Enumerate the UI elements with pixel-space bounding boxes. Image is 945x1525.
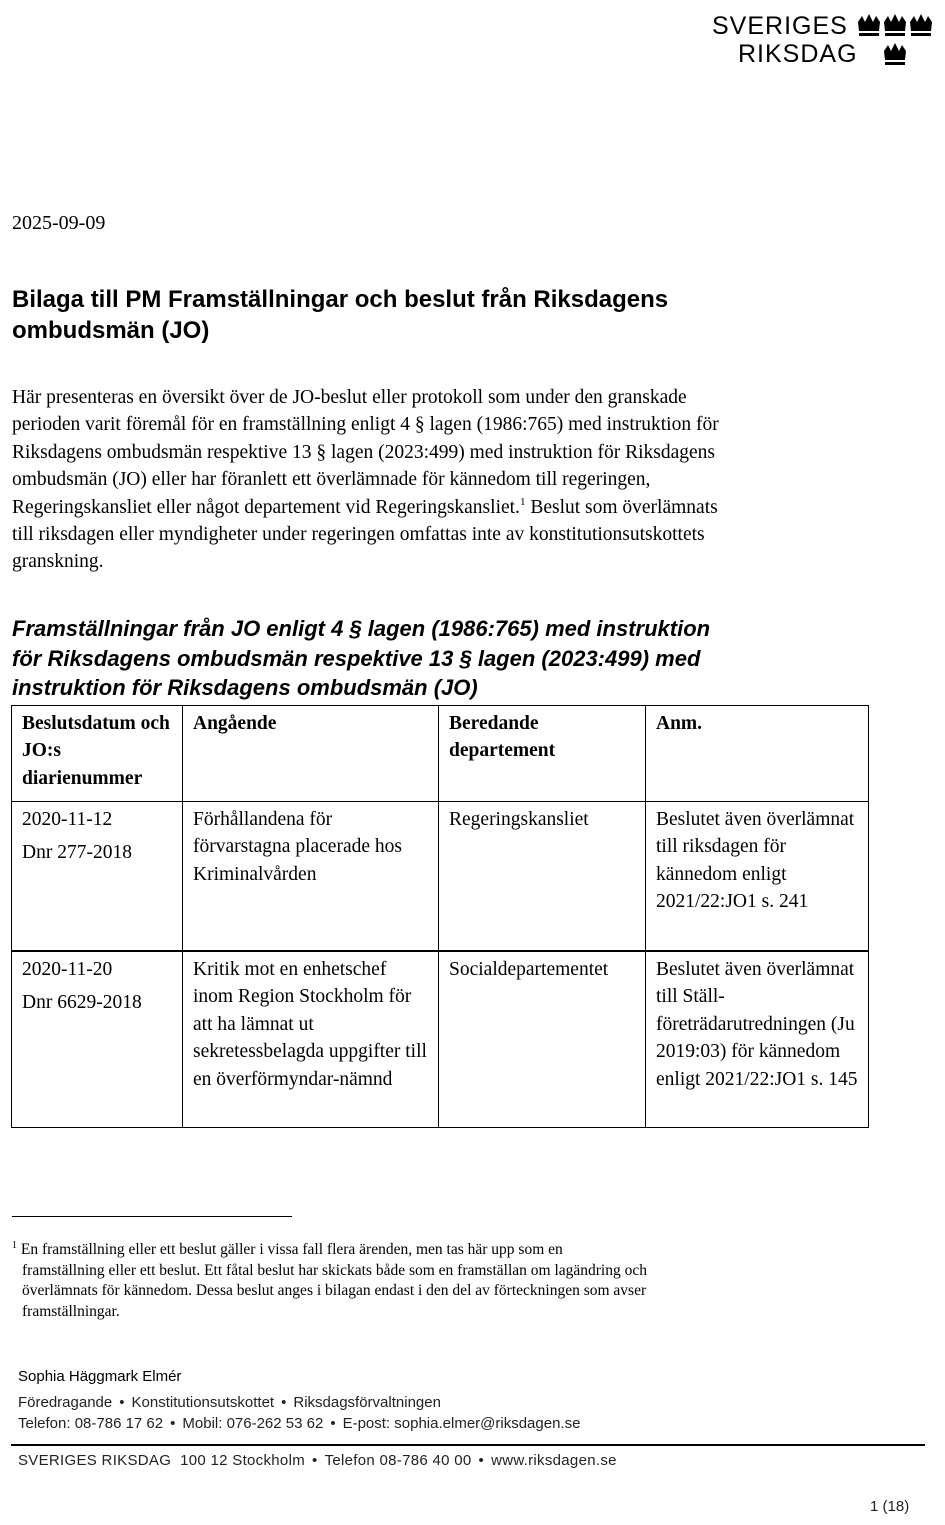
case-number: Dnr 277-2018 <box>22 842 132 864</box>
crowns-icon <box>857 12 933 38</box>
section-heading: Framställningar från JO enligt 4 § lagen (1986:765) med instruktion för Riksdagens ombudsmän respektive 13 § lagen (2023:499) med instruktion för Riksdagens ombudsmän (JO) <box>12 616 711 700</box>
footnote-text-rest: framställning eller ett beslut. Ett fåtal beslut har skickats både som en framställan om lagändring och överlämnats för kännedom. Dessa beslut anges i bilagan endast i den del av förteckningen som avser framställningar. <box>22 1261 647 1320</box>
decision-date: 2020-11-20 <box>22 959 113 980</box>
decision-date: 2020-11-12 <box>22 809 113 830</box>
table-header-row <box>12 706 869 802</box>
riksdag-logo <box>712 10 934 70</box>
footnote-divider <box>12 1216 292 1217</box>
logo-line-2: RIKSDAG <box>738 40 858 68</box>
footnote <box>12 1240 712 1322</box>
crown-icon <box>883 41 909 67</box>
table-header-cell: Angående <box>183 706 439 802</box>
contact-office: Riksdagsförvaltningen <box>293 1394 441 1411</box>
contact-name: Sophia Häggmark Elmér <box>18 1368 182 1385</box>
document-date: 2025-09-09 <box>12 212 106 234</box>
table-header-cell: Anm. <box>646 706 869 802</box>
footer-org-line: SVERIGES RIKSDAG 100 12 Stockholm • Telefon 08-786 40 00 • www.riksdagen.se <box>18 1452 617 1469</box>
jo-table <box>11 705 869 1128</box>
page-number: 1 (18) <box>870 1498 910 1515</box>
table-row <box>12 802 869 952</box>
contact-unit: Konstitutionsutskottet <box>131 1394 275 1411</box>
decision-cell <box>12 951 183 1128</box>
contact-email[interactable]: E-post: sophia.elmer@riksdagen.se <box>342 1415 581 1432</box>
footer-address: 100 12 Stockholm <box>180 1452 305 1469</box>
note-cell: Beslutet även överlämnat till Ställ-företrädarutredningen (Ju 2019:03) för kännedom enligt 2021/22:JO1 s. 145 <box>646 951 869 1128</box>
subject-cell: Kritik mot en enhetschef inom Region Stockholm för att ha lämnat ut sekretessbelagda uppgifter till en överförmyndar-nämnd <box>183 951 439 1128</box>
footer-divider <box>11 1444 925 1446</box>
contact-mobile: Mobil: 076-262 53 62 <box>182 1415 324 1432</box>
contact-phone: Telefon: 08-786 17 62 <box>18 1415 164 1432</box>
note-cell: Beslutet även överlämnat till riksdagen för kännedom enligt 2021/22:JO1 s. 241 <box>646 802 869 952</box>
contact-role: Föredragande <box>18 1394 113 1411</box>
footer-org: SVERIGES RIKSDAG <box>18 1452 172 1469</box>
intro-text-2: Beslut som överlämnats till riksdagen eller myndigheter under regeringen omfattas inte av konstitutionsutskottets granskning. <box>12 496 718 573</box>
table-row <box>12 951 869 1128</box>
department-cell: Socialdepartementet <box>439 951 646 1128</box>
logo-line-1: SVERIGES <box>712 12 848 40</box>
decision-cell <box>12 802 183 952</box>
intro-text: Här presenteras en översikt över de JO-beslut eller protokoll som under den granskade perioden varit föremål för en framställning enligt 4 § lagen (1986:765) med instruktion för Riksdagens ombudsmän respektive 13 § lagen (2023:499) med instruktion för Riksdagens ombudsmän (JO) eller har föranlett ett överlämnade för kännedom till regeringen, Regeringskansliet eller något departement vid Regeringskansliet. <box>12 387 719 518</box>
case-number: Dnr 6629-2018 <box>22 992 142 1014</box>
table-header-cell: Beslutsdatum och JO:s diarienummer <box>12 706 183 802</box>
contact-phone-line: Telefon: 08-786 17 62 • Mobil: 076-262 53 62 • E-post: sophia.elmer@riksdagen.se <box>18 1415 581 1432</box>
footnote-number: 1 <box>12 1240 17 1251</box>
contact-role-line: Föredragande • Konstitutionsutskottet • Riksdagsförvaltningen <box>18 1394 441 1411</box>
department-cell: Regeringskansliet <box>439 802 646 952</box>
document-title: Bilaga till PM Framställningar och beslut från Riksdagens ombudsmän (JO) <box>12 286 669 344</box>
footer-web[interactable]: www.riksdagen.se <box>491 1452 617 1469</box>
intro-paragraph <box>12 384 722 576</box>
footer-phone: Telefon 08-786 40 00 <box>324 1452 472 1469</box>
table-header-cell: Beredande departement <box>439 706 646 802</box>
footnote-ref[interactable]: 1 <box>519 495 526 508</box>
subject-cell: Förhållandena för förvarstagna placerade hos Kriminalvården <box>183 802 439 952</box>
footnote-text-first: En framställning eller ett beslut gäller i vissa fall flera ärenden, men tas här upp som en <box>20 1241 563 1258</box>
